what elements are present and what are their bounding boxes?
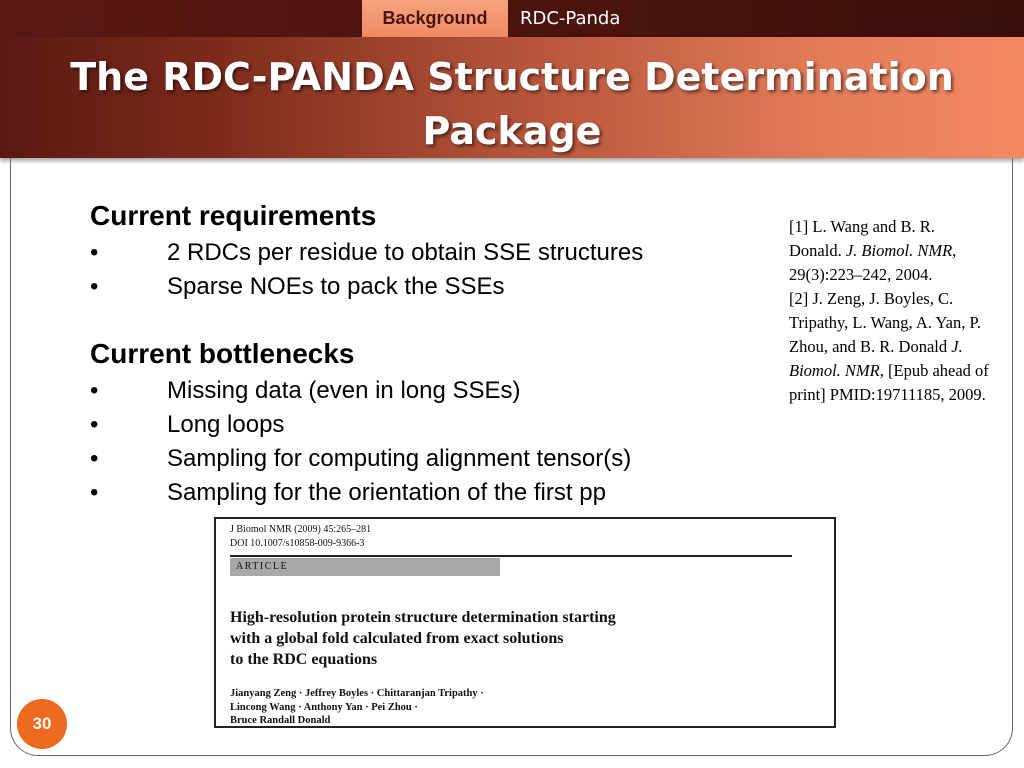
paper-title-line: High-resolution protein structure determination starting <box>230 609 616 626</box>
bullet-glyph: • <box>90 479 99 506</box>
paper-article-label: ARTICLE <box>230 558 500 576</box>
reference-2-citation: , [Epub ahead of print] PMID:19711185, 2009. <box>789 361 989 404</box>
paper-title-line: to the RDC equations <box>230 651 378 668</box>
list-item <box>90 476 750 510</box>
references <box>789 215 989 407</box>
reference-1-journal: J. Biomol. NMR <box>845 241 953 260</box>
tab-rdc-panda[interactable]: RDC-Panda <box>520 8 621 29</box>
page-number-badge: 30 <box>17 699 67 749</box>
bottleneck-text: Missing data (even in long SSEs) <box>167 377 521 404</box>
paper-authors <box>230 687 550 728</box>
list-item <box>90 408 750 442</box>
paper-title <box>230 607 730 670</box>
slide-title: The RDC-PANDA Structure Determination Package <box>70 55 954 153</box>
reference-2-authors: [2] J. Zeng, J. Boyles, C. Tripathy, L. Wang, A. Yan, P. Zhou, and B. R. Donald <box>789 289 981 356</box>
bullet-glyph: • <box>90 239 99 266</box>
paper-header-image <box>214 517 836 728</box>
paper-rule <box>230 555 792 557</box>
bottleneck-text: Long loops <box>167 411 285 438</box>
paper-author-line: Lincong Wang · Anthony Yan · Pei Zhou · <box>230 701 418 713</box>
bullet-glyph: • <box>90 411 99 438</box>
reference-2-journal: J. Biomol. NMR <box>789 337 963 380</box>
paper-doi-line: DOI 10.1007/s10858-009-9366-3 <box>230 538 365 549</box>
reference-1 <box>789 215 989 287</box>
reference-2 <box>789 287 989 407</box>
list-item <box>90 374 750 408</box>
paper-journal-line: J Biomol NMR (2009) 45:265–281 <box>230 524 372 535</box>
requirements-heading: Current requirements <box>90 200 377 231</box>
list-item <box>90 270 750 304</box>
paper-author-line: Bruce Randall Donald <box>230 715 331 726</box>
requirement-text: Sparse NOEs to pack the SSEs <box>167 273 505 300</box>
list-item <box>90 236 750 270</box>
requirement-text: 2 RDCs per residue to obtain SSE structures <box>167 239 644 266</box>
tab-background-label: Background <box>382 8 488 28</box>
slide-body <box>90 198 750 510</box>
bullet-glyph: • <box>90 377 99 404</box>
reference-1-authors: [1] L. Wang and B. R. Donald. <box>789 217 935 260</box>
bullet-glyph: • <box>90 445 99 472</box>
bottlenecks-heading: Current bottlenecks <box>90 338 355 369</box>
bottleneck-text: Sampling for computing alignment tensor(s) <box>167 445 632 472</box>
bullet-glyph: • <box>90 273 99 300</box>
paper-author-line: Jianyang Zeng · Jeffrey Boyles · Chittaranjan Tripathy · <box>230 688 484 699</box>
reference-1-citation: , 29(3):223–242, 2004. <box>789 241 957 284</box>
bottleneck-text: Sampling for the orientation of the first pp <box>167 479 606 506</box>
tab-background[interactable] <box>362 0 508 37</box>
top-navigation-bar <box>0 0 1024 37</box>
paper-journal-info <box>230 523 371 551</box>
list-item <box>90 442 750 476</box>
paper-title-line: with a global fold calculated from exact solutions <box>230 630 564 647</box>
